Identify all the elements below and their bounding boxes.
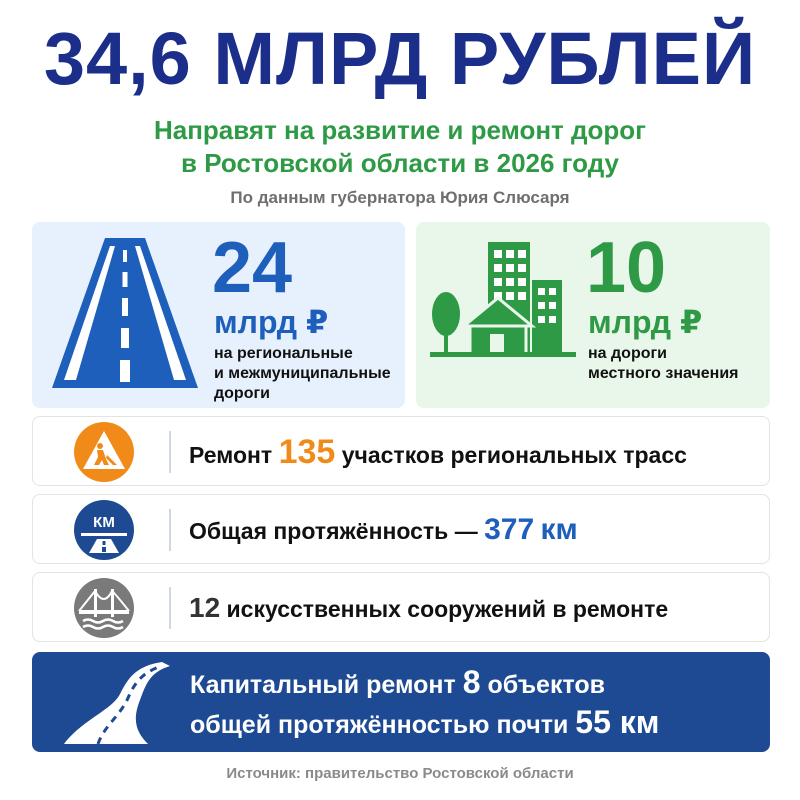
curved-road-icon <box>62 660 172 746</box>
local-desc-line: местного значения <box>588 365 739 382</box>
local-desc-line: на дороги <box>588 345 667 362</box>
capital-repair-banner <box>32 652 770 752</box>
length-unit: км <box>540 513 578 546</box>
banner-length-number: 55 км <box>575 704 660 740</box>
repair-text <box>189 417 687 487</box>
row-separator <box>169 431 171 473</box>
km-badge-label: КМ <box>93 514 115 531</box>
subtitle <box>0 114 800 180</box>
banner-line-1 <box>190 662 659 702</box>
city-houses-icon <box>428 242 578 382</box>
regional-amount: 24 <box>212 228 293 308</box>
banner-line-2 <box>190 702 659 742</box>
banner-line1-after: объектов <box>487 671 606 699</box>
structures-row <box>32 572 770 642</box>
repair-number: 135 <box>278 433 336 471</box>
regional-unit: млрд ₽ <box>214 304 329 340</box>
regional-desc-line: дороги <box>214 385 270 402</box>
local-roads-card <box>416 222 770 408</box>
structures-text <box>189 573 668 643</box>
repair-row <box>32 416 770 486</box>
row-separator <box>169 509 171 551</box>
highway-icon <box>50 238 200 388</box>
subtitle-line-2: в Ростовской области в 2026 году <box>181 148 619 178</box>
local-description <box>588 344 739 384</box>
km-road-icon <box>73 499 135 561</box>
structures-number: 12 <box>189 592 221 623</box>
regional-desc-line: на региональные <box>214 345 353 362</box>
length-row <box>32 494 770 564</box>
local-unit: млрд ₽ <box>588 304 703 340</box>
local-amount: 10 <box>586 228 667 308</box>
headline: 34,6 МЛРД РУБЛЕЙ <box>43 17 757 100</box>
length-text <box>189 495 578 565</box>
source-note: Источник: правительство Ростовской области <box>226 765 574 782</box>
regional-roads-card <box>32 222 405 408</box>
length-number: 377 <box>484 513 535 546</box>
structures-text-after: искусственных сооружений в ремонте <box>226 596 669 622</box>
road-works-icon <box>73 421 135 483</box>
banner-line2-before: общей протяжённостью почти <box>190 711 569 739</box>
regional-description <box>214 344 391 404</box>
regional-desc-line: и межмуниципальные <box>214 365 391 382</box>
subtitle-line-1: Направят на развитие и ремонт дорог <box>153 115 646 145</box>
banner-line1-before: Капитальный ремонт <box>190 671 456 699</box>
byline: По данным губернатора Юрия Слюсаря <box>230 188 570 207</box>
banner-text <box>190 662 659 742</box>
banner-objects-number: 8 <box>462 664 481 700</box>
repair-text-after: участков региональных трасс <box>341 442 687 468</box>
repair-text-before: Ремонт <box>189 442 273 468</box>
bridge-icon <box>73 577 135 639</box>
row-separator <box>169 587 171 629</box>
length-text-before: Общая протяжённость — <box>189 518 478 544</box>
